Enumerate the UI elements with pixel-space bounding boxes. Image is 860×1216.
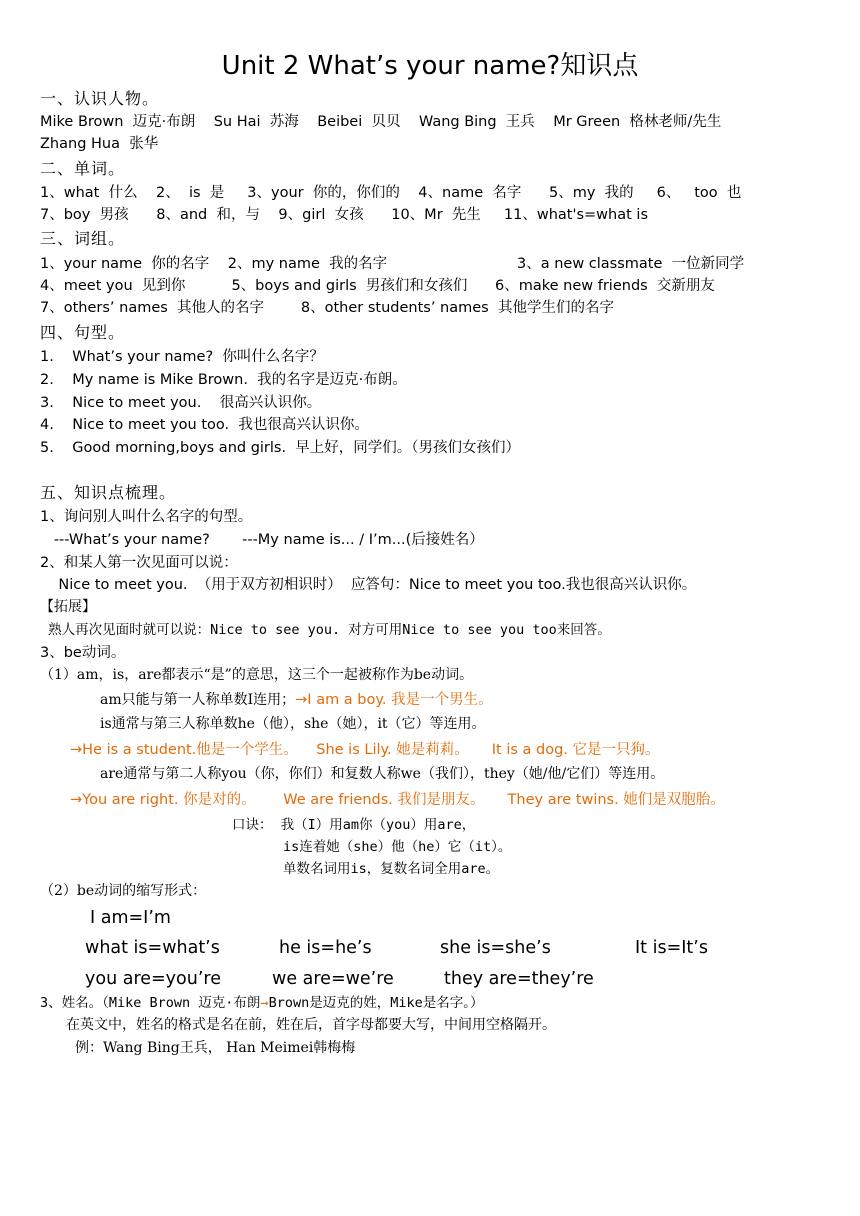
am-example: →I am a boy. 我是一个男生。 bbox=[295, 692, 493, 708]
is-examples: →He is a student.他是一个学生。 She is Lily. 她是莉莉。 It is a dog. 它是一只狗。 bbox=[70, 742, 660, 758]
am-rule: am只能与第一人称单数I连用； bbox=[100, 692, 296, 708]
characters-row-1: Mike Brown 迈克·布朗 Su Hai 苏海 Beibei 贝贝 Wang Bing 王兵 Mr Green 格林老师/先生 bbox=[40, 114, 722, 130]
rhyme-line-3: 单数名词用is，复数名词全用are。 bbox=[283, 861, 500, 877]
section-heading-knowledge: 五、知识点梳理。 bbox=[40, 483, 177, 502]
sentence-item: 3. Nice to meet you. 很高兴认识你。 bbox=[40, 395, 322, 411]
name-point-line bbox=[40, 993, 483, 1013]
contraction-what-is: what is=what’s bbox=[85, 938, 220, 958]
arrow-icon: → bbox=[260, 995, 269, 1011]
section-heading-sentences: 四、句型。 bbox=[40, 323, 126, 342]
page-title: Unit 2 What’s your name?知识点 bbox=[221, 51, 639, 81]
contraction-he-is: he is=he’s bbox=[279, 938, 372, 958]
sentence-item: 2. My name is Mike Brown. 我的名字是迈克·布朗。 bbox=[40, 372, 407, 388]
are-examples: →You are right. 你是对的。 We are friends. 我们是朋友。 They are twins. 她们是双胞胎。 bbox=[70, 792, 725, 808]
are-rule: are通常与第二人称you（你，你们）和复数人称we（我们），they（她/他/它们）等连用。 bbox=[100, 766, 665, 782]
am-rule-line bbox=[100, 690, 493, 710]
knowledge-point-3: 3、be动词。 bbox=[40, 645, 126, 661]
section-heading-words: 二、单词。 bbox=[40, 159, 126, 178]
expand-text: 熟人再次见面时就可以说：Nice to see you. 对方可用Nice to see you too来回答。 bbox=[40, 622, 611, 638]
contraction-it-is: It is=It’s bbox=[635, 938, 708, 958]
phrases-row-1a: 1、your name 你的名字 2、my name 我的名字 bbox=[40, 256, 388, 272]
rhyme-line-2: is连着她（she）他（he）它（it）。 bbox=[283, 839, 512, 855]
section-heading-phrases: 三、词组。 bbox=[40, 229, 126, 248]
contraction-we-are: we are=we’re bbox=[272, 969, 394, 989]
phrases-row-3: 7、others’ names 其他人的名字 8、other students’ names 其他学生们的名字 bbox=[40, 300, 614, 316]
phrases-row-1b: 3、a new classmate 一位新同学 bbox=[517, 256, 745, 272]
name-point-a: 3、姓名。（Mike Brown 迈克·布朗 bbox=[40, 995, 261, 1011]
section-heading-characters: 一、认识人物。 bbox=[40, 89, 160, 108]
expand-label: 【拓展】 bbox=[40, 599, 96, 615]
rhyme-line-1: 口诀： 我（I）用am你（you）用are， bbox=[232, 817, 476, 833]
name-format-rule: 在英文中，姓名的格式是名在前，姓在后，首字母都要大写，中间用空格隔开。 bbox=[66, 1017, 556, 1033]
knowledge-point-2-example: Nice to meet you. （用于双方初相识时） 应答句：Nice to meet you too.我也很高兴认识你。 bbox=[40, 577, 697, 593]
be-verb-intro: （1）am，is，are都表示“是”的意思，这三个一起被称作为be动词。 bbox=[40, 667, 474, 683]
contraction-they-are: they are=they’re bbox=[444, 969, 594, 989]
sentence-item: 4. Nice to meet you too. 我也很高兴认识你。 bbox=[40, 417, 369, 433]
characters-row-2: Zhang Hua 张华 bbox=[40, 136, 159, 152]
sentence-item: 5. Good morning,boys and girls. 早上好，同学们。（男孩们女孩们） bbox=[40, 440, 521, 456]
sentence-item: 1. What’s your name? 你叫什么名字？ bbox=[40, 349, 324, 365]
phrases-row-2: 4、meet you 见到你 5、boys and girls 男孩们和女孩们 6、make new friends 交新朋友 bbox=[40, 278, 715, 294]
contraction-she-is: she is=she’s bbox=[440, 938, 551, 958]
name-point-b: Brown是迈克的姓，Mike是名字。） bbox=[268, 995, 484, 1011]
knowledge-point-1-example: ---What’s your name? ---My name is... / I’m...(后接姓名） bbox=[40, 532, 484, 548]
knowledge-point-1: 1、询问别人叫什么名字的句型。 bbox=[40, 509, 253, 525]
contraction-you-are: you are=you’re bbox=[85, 969, 221, 989]
words-row-2: 7、boy 男孩 8、and 和，与 9、girl 女孩 10、Mr 先生 11、what's=what is bbox=[40, 207, 648, 223]
words-row-1: 1、what 什么 2、 is 是 3、your 你的，你们的 4、name 名字 5、my 我的 6、 too 也 bbox=[40, 185, 742, 201]
name-example: 例：Wang Bing王兵， Han Meimei韩梅梅 bbox=[75, 1040, 356, 1056]
contraction-i-am: I am=I’m bbox=[90, 908, 171, 928]
contraction-heading: （2）be动词的缩写形式： bbox=[40, 883, 207, 899]
is-rule: is通常与第三人称单数he（他），she（她），it（它）等连用。 bbox=[100, 716, 486, 732]
knowledge-point-2: 2、和某人第一次见面可以说： bbox=[40, 555, 238, 571]
